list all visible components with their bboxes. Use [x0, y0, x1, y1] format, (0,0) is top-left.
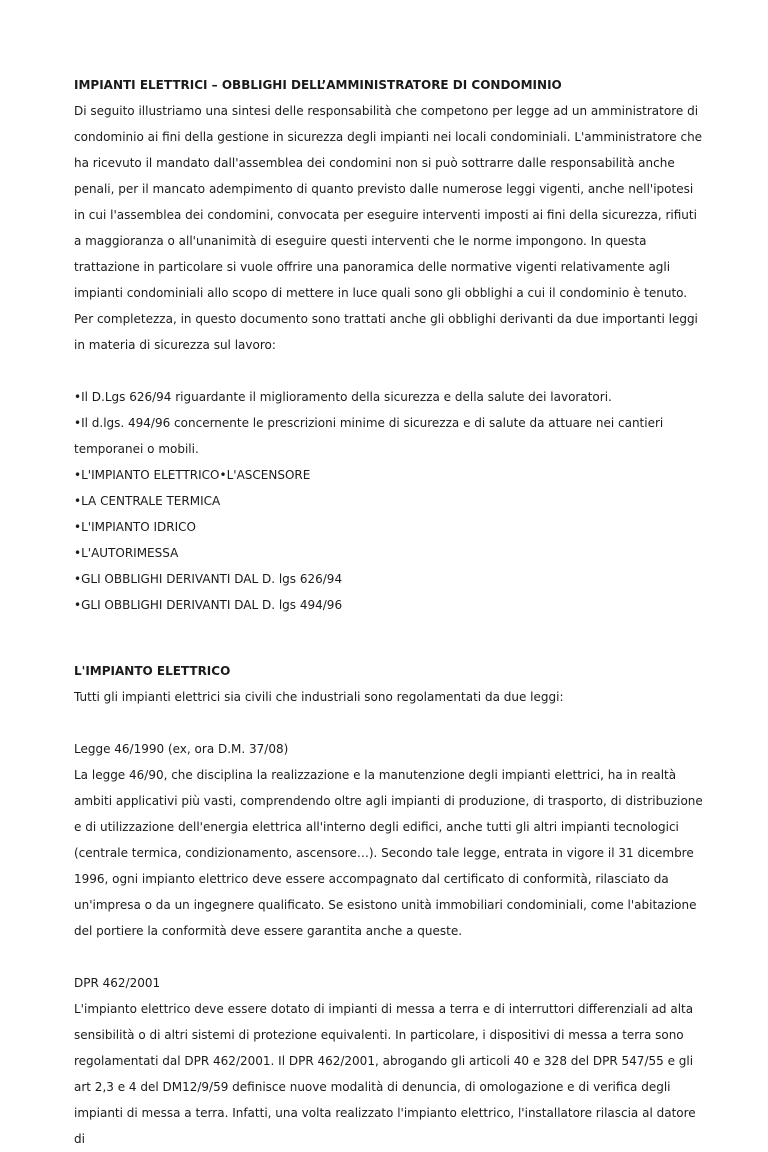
spacer: [74, 710, 706, 736]
document-page: [74, 72, 706, 1152]
spacer: [74, 618, 706, 658]
law-paragraph: L'impianto elettrico deve essere dotato di impianti di messa a terra e di interruttori differenziali ad alta sensibilità o di altri sistemi di protezione equivalenti. In particolare, i dispositivi di messa a terra sono regolamentati dal DPR 462/2001. Il DPR 462/2001, abrogando gli articoli 40 e 328 del DPR 547/55 e gli art 2,3 e 4 del DM12/9/59 definisce nuove modalità di denuncia, di omologazione e di verifica degli impianti di messa a terra. Infatti, una volta realizzato l'impianto elettrico, l'installatore rilascia al datore di: [74, 1002, 696, 1146]
list-item: •L'AUTORIMESSA: [74, 546, 179, 560]
list-item: •LA CENTRALE TERMICA: [74, 494, 221, 508]
bullet-list: [74, 384, 706, 618]
section-intro: Tutti gli impianti elettrici sia civili che industriali sono regolamentati da due leggi:: [74, 690, 564, 704]
list-item: •L'IMPIANTO ELETTRICO•L'ASCENSORE: [74, 468, 311, 482]
section-title: L'IMPIANTO ELETTRICO: [74, 664, 231, 678]
list-item: •Il D.Lgs 626/94 riguardante il miglioramento della sicurezza e della salute dei lavoratori.: [74, 390, 612, 404]
law-heading: DPR 462/2001: [74, 976, 161, 990]
intro-paragraph: Di seguito illustriamo una sintesi delle responsabilità che competono per legge ad un amministratore di condominio ai fini della gestione in sicurezza degli impianti nei locali condominiali. L'amministratore che ha ricevuto il mandato dall'assemblea dei condomini non si può sottrarre dalle responsabilità anche penali, per il mancato adempimento di quanto previsto dalle numerose leggi vigenti, anche nell'ipotesi in cui l'assemblea dei condomini, convocata per eseguire interventi imposti ai fini della sicurezza, rifiuti a maggioranza o all'unanimità di eseguire questi interventi che le norme impongono. In questa trattazione in particolare si vuole offrire una panoramica delle normative vigenti relativamente agli impianti condominiali allo scopo di mettere in luce quali sono gli obblighi a cui il condominio è tenuto. Per completezza, in questo documento sono trattati anche gli obblighi derivanti da due importanti leggi in materia di sicurezza sul lavoro:: [74, 104, 703, 352]
law-heading: Legge 46/1990 (ex, ora D.M. 37/08): [74, 742, 289, 756]
list-item: •GLI OBBLIGHI DERIVANTI DAL D. lgs 494/96: [74, 598, 343, 612]
law-paragraph: La legge 46/90, che disciplina la realizzazione e la manutenzione degli impianti elettrici, ha in realtà ambiti applicativi più vasti, comprendendo oltre agli impianti di produzione, di trasporto, di distribuzione e di utilizzazione dell'energia elettrica all'interno degli edifici, anche tutti gli altri impianti tecnologici (centrale termica, condizionamento, ascensore…). Secondo tale legge, entrata in vigore il 31 dicembre 1996, ogni impianto elettrico deve essere accompagnato dal certificato di conformità, rilasciato da un'impresa o da un ingegnere qualificato. Se esistono unità immobiliari condominiali, come l'abitazione del portiere la conformità deve essere garantita anche a queste.: [74, 768, 703, 938]
list-item: •Il d.lgs. 494/96 concernente le prescrizioni minime di sicurezza e di salute da attuare nei cantieri temporanei o mobili.: [74, 416, 664, 456]
list-item: •GLI OBBLIGHI DERIVANTI DAL D. lgs 626/94: [74, 572, 343, 586]
list-item: •L'IMPIANTO IDRICO: [74, 520, 196, 534]
document-title: IMPIANTI ELETTRICI – OBBLIGHI DELL’AMMINISTRATORE DI CONDOMINIO: [74, 78, 562, 92]
spacer: [74, 358, 706, 384]
spacer: [74, 944, 706, 970]
